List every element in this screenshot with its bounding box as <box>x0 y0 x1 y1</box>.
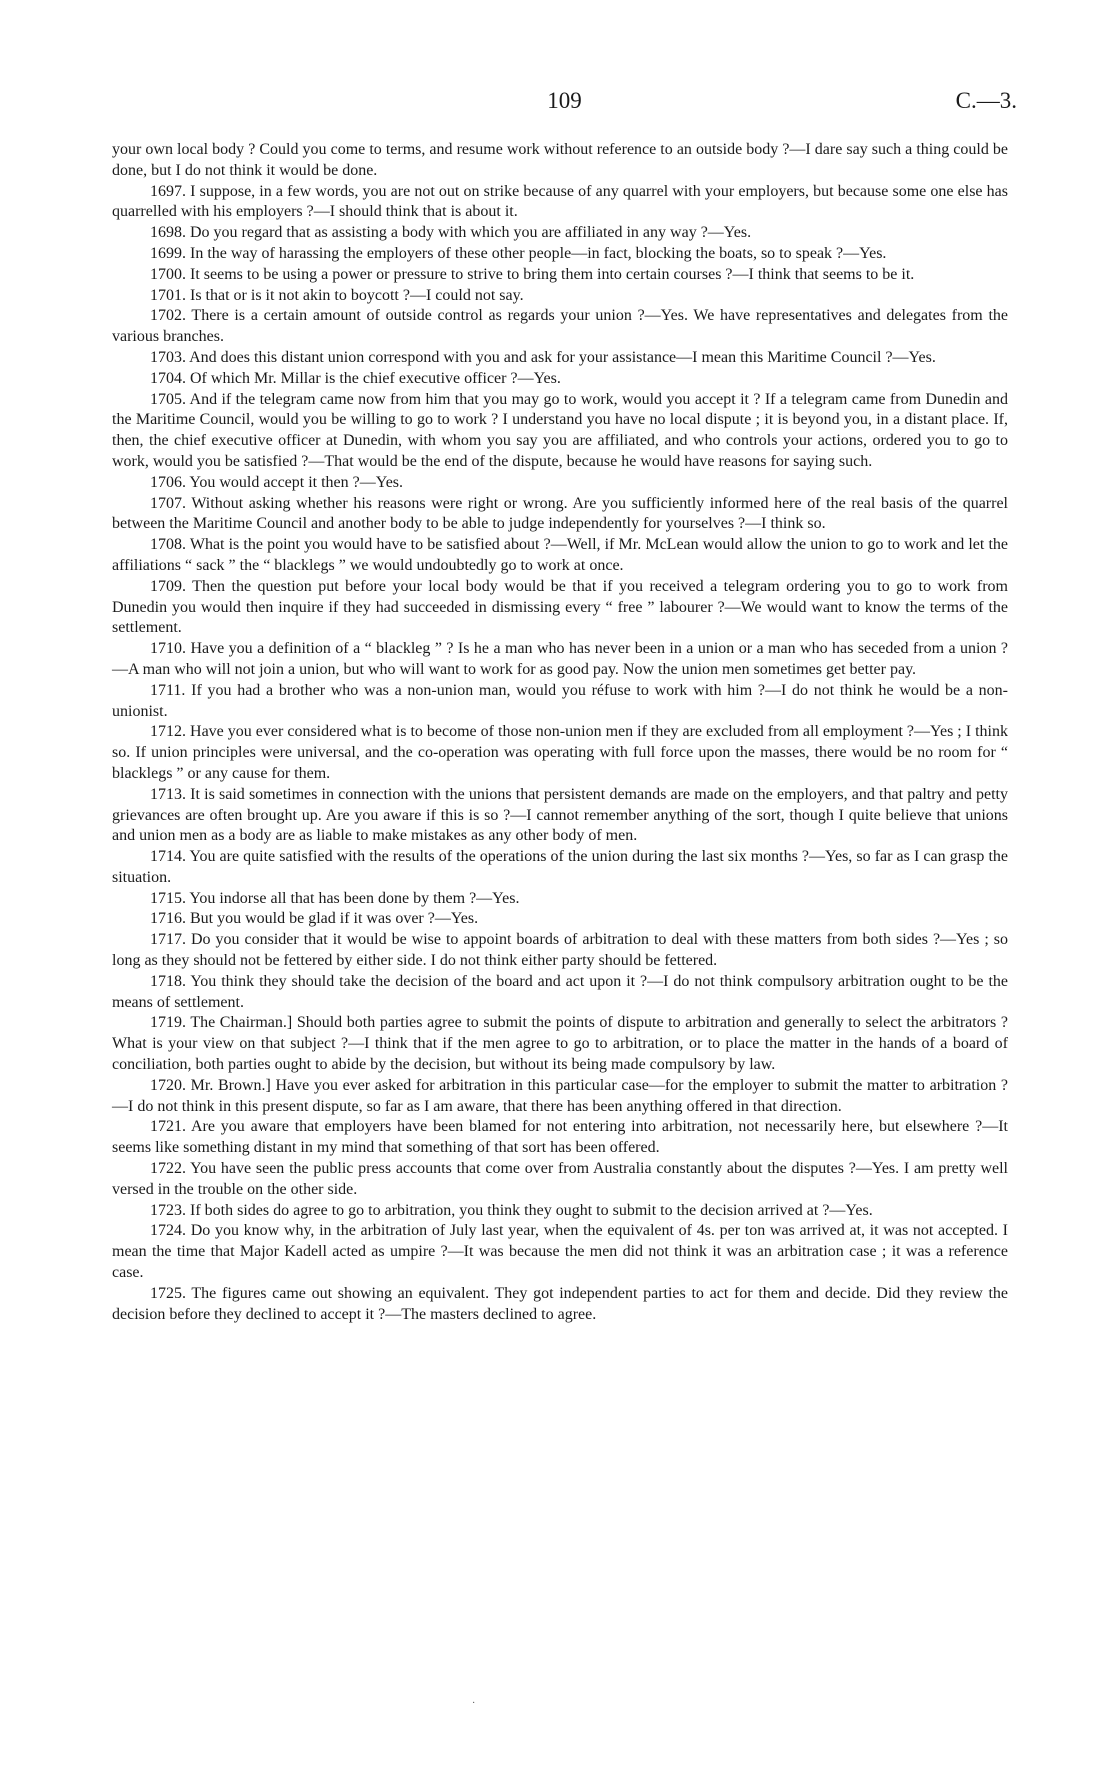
testimony-paragraph: 1718. You think they should take the decision of the board and act upon it ?—I do not think compulsory arbitration ought to be the means of settlement. <box>112 972 1008 1011</box>
testimony-paragraph: 1707. Without asking whether his reasons were right or wrong. Are you sufficiently informed here of the real basis of the quarrel between the Maritime Council and another body to be able to judge independently for yourselves ?—I think so. <box>112 494 1008 533</box>
testimony-paragraph: 1704. Of which Mr. Millar is the chief executive officer ?—Yes. <box>150 369 561 387</box>
testimony-paragraph: your own local body ? Could you come to terms, and resume work without reference to an outside body ?—I dare say such a thing could be done, but I do not think it would be done. <box>112 141 1008 179</box>
testimony-paragraph: 1716. But you would be glad if it was over ?—Yes. <box>150 910 479 928</box>
testimony-paragraph: 1714. You are quite satisfied with the results of the operations of the union during the last six months ?—Yes, so far as I can grasp the situation. <box>112 848 1008 886</box>
page-number: 109 <box>547 88 582 113</box>
testimony-paragraph: 1710. Have you a definition of a “ blackleg ” ? Is he a man who has never been in a union or a man who has seceded from a union ?—A man who will not join a union, but who will want to work for as good pay. Now the union men sometimes get better pay. <box>112 640 1008 678</box>
testimony-paragraph: 1711. If you had a brother who was a non-union man, would you réfuse to work with him ?—I do not think he would be a non-unionist. <box>112 681 1008 720</box>
testimony-paragraph: 1725. The figures came out showing an equivalent. They got independent parties to act for them and decide. Did they review the decision before they declined to accept it ?—The masters declined to agree. <box>112 1284 1008 1323</box>
testimony-paragraph: 1697. I suppose, in a few words, you are not out on strike because of any quarrel with your employers, but because some one else has quarrelled with his employers ?—I should think that is about it. <box>112 182 1008 221</box>
testimony-paragraph: 1703. And does this distant union correspond with you and ask for your assistance—I mean this Maritime Council ?—Yes. <box>150 348 936 366</box>
testimony-paragraph: 1708. What is the point you would have to be satisfied about ?—Well, if Mr. McLean would allow the union to go to work and let the affiliations “ sack ” the “ blacklegs ” we would undoubtedly go to work at once. <box>112 536 1008 574</box>
testimony-paragraph: 1706. You would accept it then ?—Yes. <box>150 473 404 491</box>
testimony-paragraph: 1701. Is that or is it not akin to boycott ?—I could not say. <box>150 286 524 304</box>
testimony-paragraph: 1702. There is a certain amount of outside control as regards your union ?—Yes. We have representatives and delegates from the various branches. <box>112 307 1008 346</box>
testimony-paragraph: 1709. Then the question put before your local body would be that if you received a telegram ordering you to go to work from Dunedin you would then inquire if they had succeeded in dismissing every “ free ” labourer ?—We would want to know the terms of the settlement. <box>112 577 1008 637</box>
testimony-paragraph: 1722. You have seen the public press accounts that come over from Australia constantly about the disputes ?—Yes. I am pretty well versed in the trouble on the other side. <box>112 1160 1008 1198</box>
testimony-paragraph: 1712. Have you ever considered what is to become of those non-union men if they are excluded from all employment ?—Yes ; I think so. If union principles were universal, and the co-operation was operating with full force upon the masses, there would be no room for “ blacklegs ” or any cause for them. <box>112 723 1008 782</box>
testimony-paragraph: 1715. You indorse all that has been done by them ?—Yes. <box>150 889 520 907</box>
evidence-text <box>112 140 1008 1325</box>
testimony-paragraph: 1717. Do you consider that it would be wise to appoint boards of arbitration to deal with these matters from both sides ?—Yes ; so long as they should not be fettered by either side. I do not think either party should be fettered. <box>112 931 1008 970</box>
testimony-paragraph: 1724. Do you know why, in the arbitration of July last year, when the equivalent of 4s. per ton was arrived at, it was not accepted. I mean the time that Major Kadell acted as umpire ?—It was because the men did not think it was an arbitration case ; it was a reference case. <box>112 1222 1008 1282</box>
document-reference: C.—3. <box>955 88 1017 113</box>
page-header <box>112 88 1017 120</box>
ink-speck: · <box>472 1698 476 1709</box>
testimony-paragraph: 1699. In the way of harassing the employers of these other people—in fact, blocking the boats, so to speak ?—Yes. <box>150 244 887 262</box>
testimony-paragraph: 1700. It seems to be using a power or pressure to strive to bring them into certain courses ?—I think that seems to be it. <box>150 265 915 283</box>
testimony-paragraph: 1723. If both sides do agree to go to arbitration, you think they ought to submit to the decision arrived at ?—Yes. <box>150 1201 873 1219</box>
testimony-paragraph: 1713. It is said sometimes in connection with the unions that persistent demands are made on the employers, and that paltry and petty grievances are often brought up. Are you aware if this is so ?—I cannot remember anything of the sort, though I quite believe that unions and union men as a body are as liable to make mistakes as any other body of men. <box>112 785 1008 845</box>
testimony-paragraph: 1698. Do you regard that as assisting a body with which you are affiliated in any way ?—Yes. <box>150 224 752 242</box>
testimony-paragraph: 1721. Are you aware that employers have been blamed for not entering into arbitration, not necessarily here, but elsewhere ?—It seems like something distant in my mind that something of that sort has been offered. <box>112 1118 1008 1157</box>
testimony-paragraph: 1705. And if the telegram came now from him that you may go to work, would you accept it ? If a telegram came from Dunedin and the Maritime Council, would you be willing to go to work ? I understand you have no local dispute ; it is beyond you, in a distant place. If, then, the chief executive officer at Dunedin, with whom you say you are affiliated, and who controls your actions, ordered you to go to work, would you be satisfied ?—That would be the end of the dispute, because he would have reasons for saying such. <box>112 390 1008 470</box>
testimony-paragraph: 1720. Mr. Brown.] Have you ever asked for arbitration in this particular case—for the employer to submit the matter to arbitration ?—I do not think in this present dispute, so far as I am aware, that there has been anything offered in that direction. <box>112 1076 1008 1115</box>
testimony-paragraph: 1719. The Chairman.] Should both parties agree to submit the points of dispute to arbitration and generally to select the arbitrators ? What is your view on that subject ?—I think that if the men agree to go to arbitration, or to place the matter in the hands of a board of conciliation, both parties ought to abide by the decision, but without its being made compulsory by law. <box>112 1014 1008 1074</box>
